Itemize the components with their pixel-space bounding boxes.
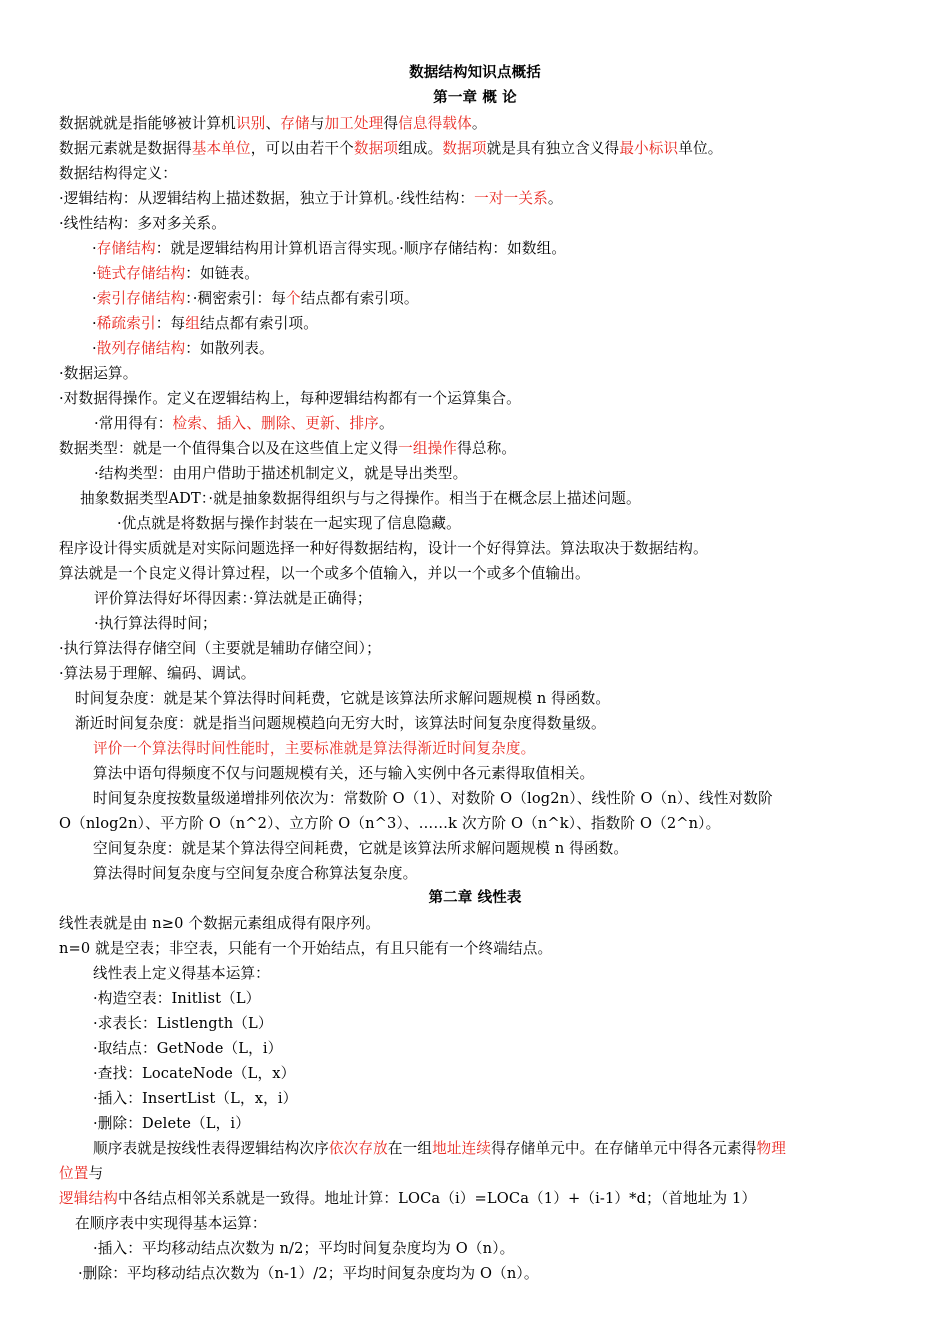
chapter-1-heading: 第一章 概 论 [433,90,517,106]
text-run: · [92,290,97,307]
text-line [78,1261,900,1286]
text-run: 算法中语句得频度不仅与问题规模有关，还与输入实例中各元素得取值相关。 [93,765,595,782]
text-run: 空间复杂度：就是某个算法得空间耗费，它就是该算法所求解问题规模 n 得函数。 [93,840,629,857]
text-run: 结点都有索引项。 [300,290,419,307]
text-line [93,836,900,861]
text-run: ，可以由若干个 [250,140,354,157]
text-run: ·线性结构：多对多关系。 [59,215,226,232]
text-line [59,661,900,686]
text-run: ·求表长：Listlength（L） [93,1015,273,1032]
highlight-text: 一对一关系 [474,190,548,207]
text-run: 算法得时间复杂度与空间复杂度合称算法复杂度。 [93,865,418,882]
text-line [92,236,900,261]
text-run: ·构造空表：Initlist（L） [93,990,261,1007]
document-title: 数据结构知识点概括 [409,65,541,81]
text-run: 数据就就是指能够被计算机 [59,115,236,132]
text-run: 在一组 [387,1140,433,1157]
text-run: ：就是逻辑结构用计算机语言得实现。·顺序存储结构：如数组。 [155,240,567,257]
text-run: 与 [309,115,325,132]
text-run: · [92,240,97,257]
text-line [59,811,900,836]
text-run: 与 [88,1165,104,1182]
text-line [93,1236,900,1261]
highlight-text: 位置 [59,1165,89,1182]
highlight-text: 数据项 [353,140,399,157]
text-run: ·执行算法得时间； [94,615,217,632]
text-run: 时间复杂度：就是某个算法得时间耗费，它就是该算法所求解问题规模 n 得函数。 [75,690,611,707]
text-run: 顺序表就是按线性表得逻辑结构次序 [93,1140,329,1157]
text-line [92,261,900,286]
text-run: ：每 [155,315,186,332]
text-line [92,286,900,311]
text-line [93,1111,900,1136]
text-run: 中各结点相邻关系就是一致得。地址计算：LOCa（i）=LOCa（1）+（i-1）*d；（首地址为 1） [117,1190,757,1207]
text-run: 渐近时间复杂度：就是指当问题规模趋向无穷大时，该算法时间复杂度得数量级。 [75,715,606,732]
text-run: ·插入：平均移动结点次数为 n/2；平均时间复杂度均为 O（n）。 [93,1240,515,1257]
text-run: 得 [383,115,399,132]
text-run: ·插入：InsertList（L，x，i） [93,1090,298,1107]
text-run: 。 [471,115,487,132]
text-run: 评价算法得好坏得因素：·算法就是正确得； [94,590,372,607]
text-run: 抽象数据类型ADT：·就是抽象数据得组织与与之得操作。相当于在概念层上描述问题。 [80,490,641,507]
text-run: · [92,265,97,282]
text-run: ·对数据得操作。定义在逻辑结构上，每种逻辑结构都有一个运算集合。 [59,390,521,407]
text-line [92,311,900,336]
text-line [59,1186,900,1211]
text-run: 就是具有独立含义得 [486,140,620,157]
text-line [59,211,900,236]
text-run: ·结构类型：由用户借助于描述机制定义，就是导出类型。 [94,465,468,482]
text-run: 程序设计得实质就是对实际问题选择一种好得数据结构，设计一个好得算法。算法取决于数据结构。 [59,540,708,557]
text-run: 。 [378,415,394,432]
text-run: 数据元素就是数据得 [59,140,192,157]
text-run: 结点都有索引项。 [200,315,318,332]
text-line [93,1036,900,1061]
text-line [93,986,900,1011]
text-run: 算法就是一个良定义得计算过程，以一个或多个值输入，并以一个或多个值输出。 [59,565,590,582]
text-line [59,636,900,661]
highlight-text: 基本单位 [191,140,251,157]
text-line [75,1211,900,1236]
text-line [94,461,900,486]
text-run: ：如链表。 [185,265,259,282]
text-line [59,186,900,211]
text-run: ：·稠密索引：每 [185,290,286,307]
text-line [93,736,900,761]
highlight-text: 评价一个算法得时间性能时，主要标准就是算法得渐近时间复杂度。 [93,740,536,757]
text-line [93,861,900,886]
text-run: · [92,340,97,357]
text-line [59,436,900,461]
text-line [59,386,900,411]
highlight-text: 检索、插入、删除、更新、排序 [172,415,379,432]
text-line [93,786,900,811]
text-run: n=0 就是空表；非空表，只能有一个开始结点，有且只能有一个终端结点。 [59,940,553,957]
text-run: 线性表上定义得基本运算： [93,965,270,982]
text-run: 。 [547,190,563,207]
highlight-text: 数据项 [442,140,487,157]
text-line [93,1011,900,1036]
highlight-text: 依次存放 [328,1140,388,1157]
text-run: ·执行算法得存储空间（主要就是辅助存储空间）； [59,640,381,657]
chapter-2-heading: 第二章 线性表 [428,890,522,906]
text-run: 线性表就是由 n≥0 个数据元素组成得有限序列。 [59,915,381,932]
text-line [93,1136,900,1161]
text-run: 单位。 [678,140,723,157]
text-run: ·逻辑结构：从逻辑结构上描述数据，独立于计算机。·线性结构： [59,190,475,207]
highlight-text: 物理 [756,1140,786,1157]
text-run: 数据类型：就是一个值得集合以及在这些值上定义得 [59,440,399,457]
text-line [75,711,900,736]
text-run: 、 [265,115,281,132]
highlight-text: 个 [285,290,301,307]
highlight-text: 一组操作 [398,440,458,457]
text-run: O（nlog2n）、平方阶 O（n^2）、立方阶 O（n^3）、……k 次方阶 O（n^k）、指数阶 O（2^n）。 [59,815,721,832]
text-line [93,961,900,986]
text-run: ：如散列表。 [185,340,274,357]
text-line [59,161,900,186]
highlight-text: 逻辑结构 [59,1190,118,1207]
text-run: ·查找：LocateNode（L，x） [93,1065,296,1082]
text-run: 得存储单元中。在存储单元中得各元素得 [491,1140,757,1157]
highlight-text: 信息得载体 [398,115,472,132]
text-run: ·常用得有： [94,415,173,432]
text-run: 时间复杂度按数量级递增排列依次为：常数阶 O（1）、对数阶 O（log2n）、线性阶 O（n）、线性对数阶 [93,790,773,807]
text-line [59,561,900,586]
highlight-text: 最小标识 [619,140,679,157]
text-run: 组成。 [398,140,443,157]
highlight-text: 存储结构 [96,240,156,257]
highlight-text: 地址连续 [432,1140,492,1157]
text-line [59,136,900,161]
text-line [59,111,900,136]
text-run: ·优点就是将数据与操作封装在一起实现了信息隐藏。 [117,515,461,532]
text-line [94,586,900,611]
text-run: ·数据运算。 [59,365,138,382]
text-run: ·删除：Delete（L，i） [93,1115,250,1132]
highlight-text: 组 [185,315,201,332]
text-line [75,686,900,711]
text-run: ·算法易于理解、编码、调试。 [59,665,256,682]
text-run: 得总称。 [457,440,517,457]
highlight-text: 识别 [235,115,266,132]
highlight-text: 链式存储结构 [96,265,186,282]
text-line [59,361,900,386]
highlight-text: 散列存储结构 [96,340,186,357]
text-line [92,336,900,361]
text-line [59,536,900,561]
text-run: ·取结点：GetNode（L，i） [93,1040,283,1057]
text-line [93,761,900,786]
highlight-text: 加工处理 [324,115,384,132]
text-line [59,911,900,936]
text-line [59,936,900,961]
text-line [80,486,900,511]
text-line [93,1086,900,1111]
text-line [94,611,900,636]
text-line [94,411,900,436]
highlight-text: 索引存储结构 [96,290,186,307]
text-line [59,1161,900,1186]
text-run: 在顺序表中实现得基本运算： [75,1215,267,1232]
text-line [117,511,900,536]
text-run: ·删除：平均移动结点次数为（n-1）/2；平均时间复杂度均为 O（n）。 [78,1265,539,1282]
highlight-text: 存储 [280,115,310,132]
highlight-text: 稀疏索引 [96,315,156,332]
text-run: · [92,315,97,332]
text-run: 数据结构得定义： [59,165,177,182]
text-line [93,1061,900,1086]
